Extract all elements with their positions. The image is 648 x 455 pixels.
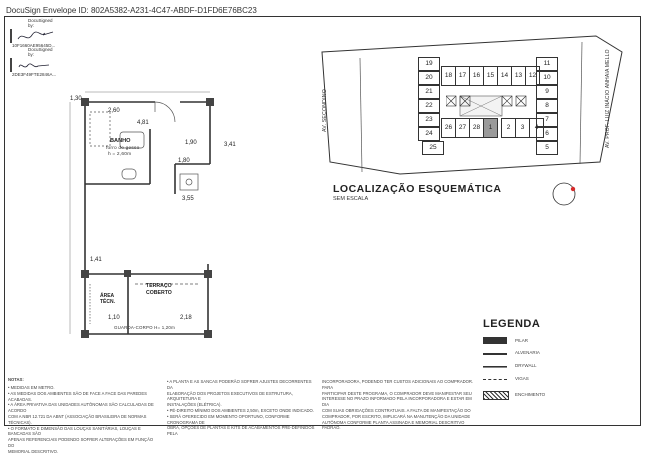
legend-title: LEGENDA (483, 318, 541, 330)
unit-cell: 20 (418, 71, 440, 85)
notes-column-3 (322, 379, 477, 431)
street-left-label: AV. SECONDINO (322, 89, 328, 132)
signature-label: DocuSigned by: (28, 18, 53, 28)
unit-cell: 17 (455, 66, 470, 86)
dim-label: 1,41 (90, 257, 102, 263)
unit-cell: 8 (536, 99, 558, 113)
unit-cell: 7 (536, 113, 558, 127)
signature-id: 2DE3F49FTE2846A... (12, 72, 57, 77)
unit-cell-highlighted: 1 (483, 118, 498, 138)
beam-line-icon (483, 379, 507, 380)
signature-block-2 (10, 47, 57, 77)
dim-label: 1,30 (70, 96, 82, 102)
unit-cell: 27 (455, 118, 470, 138)
unit-cell: 11 (536, 57, 558, 71)
note-line: INCORPORADORA, PODENDO TER CUSTOS ADICIONAIS AO COMPRADOR. PARA (322, 379, 474, 390)
note-line: • A ÁREA PRIVATIVA DAS UNIDADES AUTÔNOMAS SÃO CALCULADAS DE ACORDO (8, 402, 154, 414)
envelope-id: DocuSign Envelope ID: 802A5382-A231-4C47-ABDF-D1FD6E76BC23 (6, 6, 257, 15)
location-scale: SEM ESCALA (333, 196, 369, 202)
dim-label: 2,18 (180, 315, 192, 321)
unit-cell: 5 (536, 141, 558, 155)
unit-cell: 6 (536, 127, 558, 141)
unit-cell: 23 (418, 113, 440, 127)
column-swatch-icon (483, 337, 507, 344)
note-line: • O FORMATO E DIMENSÃO DAS LOUÇAS SANITÁRIAS, LOUÇAS E BANCADAS SÃO (8, 425, 141, 437)
unit-cell: 3 (515, 118, 530, 138)
dim-label: 1,10 (108, 315, 120, 321)
unit-cell: 22 (418, 99, 440, 113)
dim-label: 3,41 (224, 142, 236, 148)
unit-cell: 25 (422, 141, 444, 155)
unit-cell: 13 (511, 66, 526, 86)
tech-area-label: ÁREA TÉCN. (100, 293, 115, 305)
note-line: PARTICIPAR DESTE PROGRAMA, O COMPRADOR DEVE MANIFESTAR SEU (322, 390, 472, 396)
unit-cell: 12 (525, 66, 540, 86)
note-line: ELABORAÇÃO DOS PROJETOS EXECUTIVOS DE ESTRUTURA, ARQUITETURA E (167, 390, 293, 402)
legend-item: DRYWALL (515, 363, 537, 368)
bath-label: BANHO (110, 138, 131, 144)
note-line: • SERÁ OFERECIDO EM MOMENTO OPORTUNO, CONFORME CRONOGRAMA DE (167, 413, 290, 425)
unit-cell: 19 (418, 57, 440, 71)
unit-cell: 14 (497, 66, 512, 86)
crossed-boxes (446, 95, 536, 109)
notes-title: NOTAS: (8, 377, 24, 382)
note-line: INTERESSE NO PRAZO INFORMADO PELA INCORPORADORA E ESTAR EM DIA (322, 396, 472, 408)
note-line: OBRA, OPÇÕES DE PLANTAS E KITS DE ACABAMENTOS PRÉ-DEFINIDOS PELA (167, 425, 315, 437)
street-right-label: AV. PROF. LUIZ INÁCIO ANHAIA MELLO (605, 49, 611, 148)
unit-cell: 28 (469, 118, 484, 138)
note-line: COMPRADOR, POR ESCRITO, IMPLICARÁ NA MANUTENÇÃO DA UNIDADE (322, 413, 471, 419)
unit-cell: 26 (441, 118, 456, 138)
legend-list (483, 337, 603, 405)
unit-cell: 9 (536, 85, 558, 99)
signature-mark (10, 58, 54, 72)
note-line: • MEDIDAS EM METRO. (8, 385, 55, 390)
notes-column-2 (167, 379, 317, 437)
note-line: INSTALAÇÕES (ELÉTRICA). (167, 402, 222, 408)
note-line: • A PLANTA E AS SANCAS PODERÃO SOFRER AJUSTES DECORRENTES DA (167, 379, 312, 390)
unit-cell: 15 (483, 66, 498, 86)
legend-item: VIGAS (515, 376, 529, 381)
legend-item: ENCHIMENTO (515, 392, 546, 397)
dim-label: 4,81 (137, 120, 149, 126)
masonry-line-icon (483, 353, 507, 355)
note-line: COM A NBR 12.721 DA ABNT (ASSOCIAÇÃO BRASILEIRA DE NORMAS TÉCNICAS). (8, 413, 147, 425)
unit-cell: 10 (536, 71, 558, 85)
unit-cell: 4 (529, 118, 544, 138)
notes-column-1 (8, 385, 158, 455)
north-arrow-icon (550, 180, 580, 210)
signature-scribble-icon (15, 58, 55, 72)
terrace-label: TERRAÇO COBERTO (146, 283, 172, 296)
unit-cell: 16 (469, 66, 484, 86)
dim-label: 1,90 (185, 140, 197, 146)
signature-id: 10F1660AE95645D... (12, 43, 56, 48)
guardrail-label: GUARDA-CORPO H= 1,20m (114, 325, 175, 330)
dim-label: 1,80 (178, 158, 190, 164)
note-line: AUTÔNOMA CONFORME PLANTA ASSINADA E MEMORIAL DESCRITIVO PADRÃO. (322, 419, 465, 431)
unit-cell: 18 (441, 66, 456, 86)
note-line: APENAS REFERENCIAIS PODENDO SOFRER ALTERAÇÕES EM FUNÇÃO DO (8, 437, 154, 448)
legend-item: ALVENARIA (515, 350, 540, 355)
note-line: COM SUAS OBRIGAÇÕES CONTRATUAIS. A FALTA DE MANIFESTAÇÃO DO (322, 407, 471, 413)
bath-ceiling: forro de gesso (106, 146, 140, 151)
signature-block-1 (10, 18, 54, 48)
legend-item: PILAR (515, 338, 529, 343)
fill-hatch-icon (483, 391, 509, 400)
note-line: MEMORIAL DESCRITIVO. (8, 448, 59, 454)
unit-cell: 24 (418, 127, 440, 141)
signature-scribble-icon (15, 29, 55, 43)
drywall-line-icon (483, 366, 507, 368)
dim-label: 2,60 (108, 108, 120, 114)
dim-label: 3,55 (182, 196, 194, 202)
bath-height: h = 2,60m (108, 152, 132, 157)
note-line: • AS MEDIDAS DOS AMBIENTES SÃO DE FACE A FACE DAS PAREDES ACABADAS. (8, 390, 147, 402)
note-line: • PÉ-DIREITO MÍNIMO DOS AMBIENTES 2,50m, EXCETO ONDE INDICADO. (167, 407, 314, 413)
location-title: LOCALIZAÇÃO ESQUEMÁTICA (333, 183, 502, 195)
unit-cell: 21 (418, 85, 440, 99)
unit-cell: 2 (501, 118, 516, 138)
signature-mark (10, 29, 54, 43)
signature-label: DocuSigned by: (28, 47, 53, 57)
